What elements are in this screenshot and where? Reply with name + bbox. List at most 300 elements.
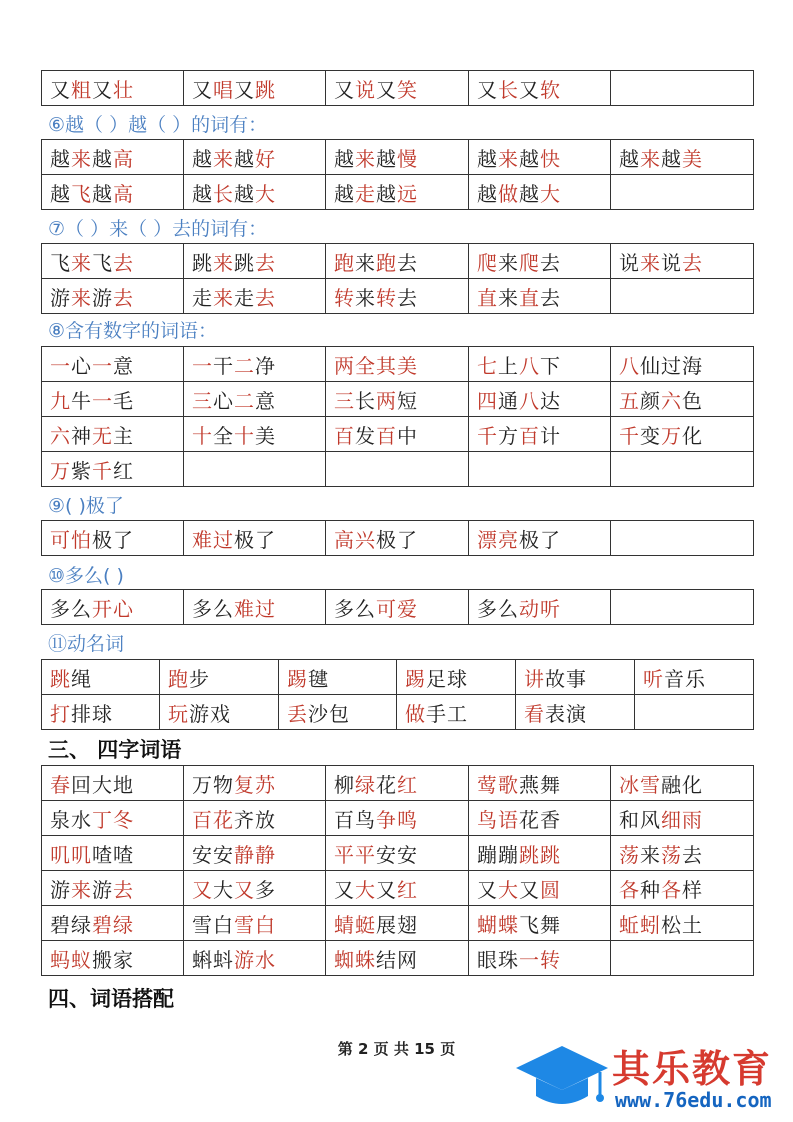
word-cell: [184, 140, 326, 175]
plain-chars: 结网: [376, 947, 418, 972]
table-row: [42, 347, 754, 382]
word-cell: [184, 175, 326, 210]
highlighted-chars: 长: [213, 181, 234, 206]
plain-chars: 越: [519, 181, 540, 206]
word-cell: [184, 906, 326, 941]
word-cell: [42, 417, 184, 452]
plain-chars: 回大地: [71, 772, 134, 797]
highlighted-chars: 蜘蛛: [334, 947, 376, 972]
word-cell: [42, 452, 184, 487]
table-row: [42, 695, 754, 730]
word-cell: [611, 590, 754, 625]
highlighted-chars: 各: [661, 877, 682, 902]
highlighted-chars: 跑: [376, 250, 397, 275]
highlighted-chars: 全其美: [355, 353, 418, 378]
plain-chars: 去: [540, 285, 561, 310]
word-cell: [326, 941, 469, 976]
plain-chars: 眼珠: [477, 947, 519, 972]
table-row: [42, 382, 754, 417]
word-cell: [611, 140, 754, 175]
highlighted-chars: 又: [192, 877, 213, 902]
highlighted-chars: 蝴蝶: [477, 912, 519, 937]
word-cell: [516, 660, 635, 695]
plain-chars: 安安: [192, 842, 234, 867]
plain-chars: 游: [92, 877, 113, 902]
highlighted-chars: 打: [50, 701, 71, 726]
plain-chars: 美: [255, 423, 276, 448]
highlighted-chars: 千: [92, 458, 113, 483]
word-cell: [279, 660, 397, 695]
highlighted-chars: 远: [397, 181, 418, 206]
plain-chars: 泉水: [50, 807, 92, 832]
heading-ji-le: ⑨( )极了: [48, 495, 124, 517]
word-cell: [326, 836, 469, 871]
plain-chars: 来: [498, 250, 519, 275]
highlighted-chars: 玩: [168, 701, 189, 726]
plain-chars: 来: [355, 250, 376, 275]
highlighted-chars: 去: [682, 250, 703, 275]
highlighted-chars: 六: [661, 388, 682, 413]
highlighted-chars: 快: [540, 146, 561, 171]
graduation-cap-icon: [512, 1038, 612, 1116]
highlighted-chars: 来: [71, 285, 92, 310]
highlighted-chars: 去: [113, 250, 134, 275]
word-cell: [42, 801, 184, 836]
highlighted-chars: 圆: [540, 877, 561, 902]
highlighted-chars: 说: [355, 77, 376, 102]
highlighted-chars: 转: [376, 285, 397, 310]
plain-chars: 安安: [376, 842, 418, 867]
logo-name: 其乐教育: [612, 1047, 773, 1091]
table-row: [42, 801, 754, 836]
plain-chars: 跳: [192, 250, 213, 275]
highlighted-chars: 百: [376, 423, 397, 448]
word-cell: [397, 695, 516, 730]
word-cell: [184, 382, 326, 417]
word-cell: [611, 347, 754, 382]
highlighted-chars: 来: [213, 146, 234, 171]
plain-chars: 越: [519, 146, 540, 171]
highlighted-chars: 万: [50, 458, 71, 483]
plain-chars: 越: [92, 146, 113, 171]
highlighted-chars: 转: [334, 285, 355, 310]
plain-chars: 柳: [334, 772, 355, 797]
highlighted-chars: 千: [619, 423, 640, 448]
word-cell: [611, 801, 754, 836]
plain-chars: 去: [540, 250, 561, 275]
highlighted-chars: 叽叽: [50, 842, 92, 867]
highlighted-chars: 来: [71, 250, 92, 275]
word-cell: [469, 590, 611, 625]
word-cell: [42, 71, 184, 106]
plain-chars: 多么: [192, 596, 234, 621]
table-row: [42, 906, 754, 941]
highlighted-chars: 来: [213, 250, 234, 275]
plain-chars: 方: [498, 423, 519, 448]
highlighted-chars: 去: [255, 250, 276, 275]
plain-chars: 意: [255, 388, 276, 413]
plain-chars: 花: [376, 772, 397, 797]
plain-chars: 排球: [71, 701, 113, 726]
word-cell: [469, 71, 611, 106]
plain-chars: 发: [355, 423, 376, 448]
plain-chars: 多: [255, 877, 276, 902]
word-cell: [184, 590, 326, 625]
highlighted-chars: 走: [355, 181, 376, 206]
word-cell: [184, 417, 326, 452]
plain-chars: 达: [540, 388, 561, 413]
plain-chars: 游: [50, 285, 71, 310]
word-cell: [469, 279, 611, 314]
word-cell: [635, 660, 754, 695]
highlighted-chars: 静静: [234, 842, 276, 867]
table-row: [42, 871, 754, 906]
plain-chars: 融化: [661, 772, 703, 797]
highlighted-chars: 跳: [50, 666, 71, 691]
plain-chars: 飞: [92, 250, 113, 275]
highlighted-chars: 慢: [397, 146, 418, 171]
plain-chars: 极了: [92, 527, 134, 552]
highlighted-chars: 爬: [519, 250, 540, 275]
logo-url: www.76edu.com: [615, 1088, 772, 1112]
word-table-duo-me: [41, 589, 754, 625]
highlighted-chars: 漂亮: [477, 527, 519, 552]
word-table-four-char: [41, 765, 754, 976]
highlighted-chars: 十: [234, 423, 255, 448]
highlighted-chars: 九: [50, 388, 71, 413]
highlighted-chars: 壮: [113, 77, 134, 102]
plain-chars: 步: [189, 666, 210, 691]
word-cell: [611, 244, 754, 279]
plain-chars: 又: [234, 77, 255, 102]
plain-chars: 又: [334, 77, 355, 102]
plain-chars: 又: [334, 877, 355, 902]
highlighted-chars: 三: [192, 388, 213, 413]
word-cell: [42, 871, 184, 906]
word-cell: [326, 766, 469, 801]
word-cell: [611, 941, 754, 976]
table-row: [42, 660, 754, 695]
plain-chars: 走: [192, 285, 213, 310]
highlighted-chars: 二: [234, 388, 255, 413]
plain-chars: 又: [477, 77, 498, 102]
highlighted-chars: 来: [640, 146, 661, 171]
word-table-number-words: [41, 346, 754, 487]
highlighted-chars: 十: [192, 423, 213, 448]
plain-chars: 越: [234, 146, 255, 171]
highlighted-chars: 高: [113, 181, 134, 206]
plain-chars: 牛: [71, 388, 92, 413]
word-cell: [326, 71, 469, 106]
highlighted-chars: 千: [477, 423, 498, 448]
word-cell: [42, 521, 184, 556]
plain-chars: 极了: [519, 527, 561, 552]
word-cell: [42, 244, 184, 279]
highlighted-chars: 四: [477, 388, 498, 413]
highlighted-chars: 长: [498, 77, 519, 102]
highlighted-chars: 蚯蚓: [619, 912, 661, 937]
word-cell: [469, 140, 611, 175]
word-cell: [326, 452, 469, 487]
word-table-lai-qu: [41, 243, 754, 314]
highlighted-chars: 跳跳: [519, 842, 561, 867]
heading-yue-yue: ⑥越（ ）越（ ）的词有：: [48, 114, 268, 136]
table-row: [42, 590, 754, 625]
plain-chars: 又: [92, 77, 113, 102]
word-cell: [469, 801, 611, 836]
plain-chars: 色: [682, 388, 703, 413]
page-number: 第 2 页 共 15 页: [337, 1040, 456, 1058]
highlighted-chars: 跑: [168, 666, 189, 691]
word-cell: [611, 871, 754, 906]
word-cell: [469, 836, 611, 871]
word-table-ji-le: [41, 520, 754, 556]
plain-chars: 跳: [234, 250, 255, 275]
plain-chars: 越: [334, 146, 355, 171]
plain-chars: 手工: [426, 701, 468, 726]
highlighted-chars: 无: [92, 423, 113, 448]
highlighted-chars: 鸟语: [477, 807, 519, 832]
plain-chars: 干: [213, 353, 234, 378]
table-row: [42, 452, 754, 487]
word-cell: [326, 244, 469, 279]
plain-chars: 越: [192, 146, 213, 171]
plain-chars: 心: [213, 388, 234, 413]
word-cell: [184, 941, 326, 976]
word-cell: [326, 382, 469, 417]
word-cell: [184, 71, 326, 106]
highlighted-chars: 莺歌: [477, 772, 519, 797]
table-row: [42, 175, 754, 210]
plain-chars: 雪白: [192, 912, 234, 937]
plain-chars: 又: [519, 77, 540, 102]
plain-chars: 越: [619, 146, 640, 171]
highlighted-chars: 绿: [355, 772, 376, 797]
word-cell: [635, 695, 754, 730]
heading-lai-qu: ⑦（ ）来（ ）去的词有：: [48, 218, 268, 240]
highlighted-chars: 来: [355, 146, 376, 171]
word-cell: [326, 417, 469, 452]
highlighted-chars: 春: [50, 772, 71, 797]
table-row: [42, 417, 754, 452]
highlighted-chars: 讲: [524, 666, 545, 691]
word-cell: [184, 836, 326, 871]
highlighted-chars: 软: [540, 77, 561, 102]
highlighted-chars: 来: [498, 146, 519, 171]
highlighted-chars: 红: [397, 772, 418, 797]
word-cell: [184, 801, 326, 836]
highlighted-chars: 大: [540, 181, 561, 206]
plain-chars: 蹦蹦: [477, 842, 519, 867]
word-cell: [279, 695, 397, 730]
highlighted-chars: 可怕: [50, 527, 92, 552]
plain-chars: 来: [640, 842, 661, 867]
highlighted-chars: 两: [376, 388, 397, 413]
plain-chars: 越: [477, 146, 498, 171]
plain-chars: 又: [50, 77, 71, 102]
word-cell: [611, 417, 754, 452]
plain-chars: 主: [113, 423, 134, 448]
word-table-verb-noun: [41, 659, 754, 730]
word-cell: [184, 452, 326, 487]
plain-chars: 绳: [71, 666, 92, 691]
word-cell: [42, 766, 184, 801]
word-cell: [469, 452, 611, 487]
highlighted-chars: 二: [234, 353, 255, 378]
plain-chars: 越: [477, 181, 498, 206]
highlighted-chars: 来: [213, 285, 234, 310]
highlighted-chars: 五: [619, 388, 640, 413]
plain-chars: 越: [661, 146, 682, 171]
word-cell: [42, 906, 184, 941]
plain-chars: 说: [661, 250, 682, 275]
plain-chars: 下: [540, 353, 561, 378]
word-cell: [42, 140, 184, 175]
word-cell: [469, 347, 611, 382]
highlighted-chars: 踢: [405, 666, 426, 691]
highlighted-chars: 来: [640, 250, 661, 275]
highlighted-chars: 唱: [213, 77, 234, 102]
highlighted-chars: 荡: [619, 842, 640, 867]
plain-chars: 化: [682, 423, 703, 448]
highlighted-chars: 做: [405, 701, 426, 726]
plain-chars: 游: [50, 877, 71, 902]
table-row: [42, 71, 754, 106]
word-cell: [611, 452, 754, 487]
word-cell: [42, 382, 184, 417]
word-cell: [516, 695, 635, 730]
word-cell: [469, 941, 611, 976]
plain-chars: 游: [92, 285, 113, 310]
plain-chars: 中: [397, 423, 418, 448]
plain-chars: 越: [92, 181, 113, 206]
highlighted-chars: 大: [498, 877, 519, 902]
highlighted-chars: 大: [355, 877, 376, 902]
highlighted-chars: 游水: [234, 947, 276, 972]
plain-chars: 松土: [661, 912, 703, 937]
table-row: [42, 521, 754, 556]
plain-chars: 搬家: [92, 947, 134, 972]
highlighted-chars: 丢: [287, 701, 308, 726]
highlighted-chars: 动听: [519, 596, 561, 621]
highlighted-chars: 踢: [287, 666, 308, 691]
plain-chars: 和风: [619, 807, 661, 832]
highlighted-chars: 高兴: [334, 527, 376, 552]
highlighted-chars: 来: [71, 146, 92, 171]
section-four-char-words: 三、 四字词语: [48, 738, 182, 762]
section-word-pairing: 四、词语搭配: [48, 987, 174, 1011]
highlighted-chars: 复苏: [234, 772, 276, 797]
word-cell: [611, 175, 754, 210]
word-cell: [42, 660, 160, 695]
heading-duo-me: ⑩多么( ): [48, 565, 124, 587]
plain-chars: 短: [397, 388, 418, 413]
plain-chars: 毛: [113, 388, 134, 413]
highlighted-chars: 看: [524, 701, 545, 726]
plain-chars: 极了: [376, 527, 418, 552]
word-cell: [611, 766, 754, 801]
plain-chars: 表演: [545, 701, 587, 726]
highlighted-chars: 七: [477, 353, 498, 378]
word-cell: [42, 836, 184, 871]
plain-chars: 越: [192, 181, 213, 206]
plain-chars: 花香: [519, 807, 561, 832]
plain-chars: 越: [234, 181, 255, 206]
plain-chars: 又: [477, 877, 498, 902]
word-cell: [611, 906, 754, 941]
highlighted-chars: 大: [255, 181, 276, 206]
highlighted-chars: 爬: [477, 250, 498, 275]
highlighted-chars: 一: [92, 388, 113, 413]
highlighted-chars: 一: [50, 353, 71, 378]
plain-chars: 净: [255, 353, 276, 378]
plain-chars: 说: [619, 250, 640, 275]
plain-chars: 燕舞: [519, 772, 561, 797]
plain-chars: 音乐: [664, 666, 706, 691]
plain-chars: 喳喳: [92, 842, 134, 867]
word-cell: [184, 244, 326, 279]
highlighted-chars: 百: [334, 423, 355, 448]
word-cell: [611, 279, 754, 314]
word-cell: [184, 347, 326, 382]
highlighted-chars: 八: [519, 353, 540, 378]
word-cell: [469, 906, 611, 941]
plain-chars: 越: [50, 146, 71, 171]
plain-chars: 去: [397, 285, 418, 310]
word-cell: [184, 279, 326, 314]
plain-chars: 飞舞: [519, 912, 561, 937]
word-cell: [611, 521, 754, 556]
word-cell: [326, 140, 469, 175]
table-row: [42, 140, 754, 175]
highlighted-chars: 直: [477, 285, 498, 310]
highlighted-chars: 去: [113, 285, 134, 310]
highlighted-chars: 平平: [334, 842, 376, 867]
plain-chars: 又: [376, 877, 397, 902]
word-cell: [42, 175, 184, 210]
highlighted-chars: 冰雪: [619, 772, 661, 797]
heading-number-words: ⑧含有数字的词语：: [48, 320, 218, 342]
highlighted-chars: 万: [661, 423, 682, 448]
highlighted-chars: 可爱: [376, 596, 418, 621]
plain-chars: 通: [498, 388, 519, 413]
plain-chars: 飞: [50, 250, 71, 275]
word-cell: [184, 871, 326, 906]
highlighted-chars: 跑: [334, 250, 355, 275]
highlighted-chars: 两: [334, 353, 355, 378]
word-cell: [469, 244, 611, 279]
word-cell: [326, 590, 469, 625]
highlighted-chars: 做: [498, 181, 519, 206]
plain-chars: 碧绿: [50, 912, 92, 937]
word-cell: [326, 279, 469, 314]
highlighted-chars: 飞: [71, 181, 92, 206]
word-cell: [469, 521, 611, 556]
plain-chars: 又: [192, 77, 213, 102]
table-row: [42, 244, 754, 279]
highlighted-chars: 丁冬: [92, 807, 134, 832]
plain-chars: 齐放: [234, 807, 276, 832]
table-row: [42, 836, 754, 871]
highlighted-chars: 百花: [192, 807, 234, 832]
word-cell: [326, 906, 469, 941]
plain-chars: 蝌蚪: [192, 947, 234, 972]
word-cell: [42, 941, 184, 976]
word-table-top: [41, 70, 754, 106]
plain-chars: 种: [640, 877, 661, 902]
word-cell: [160, 660, 279, 695]
highlighted-chars: 各: [619, 877, 640, 902]
